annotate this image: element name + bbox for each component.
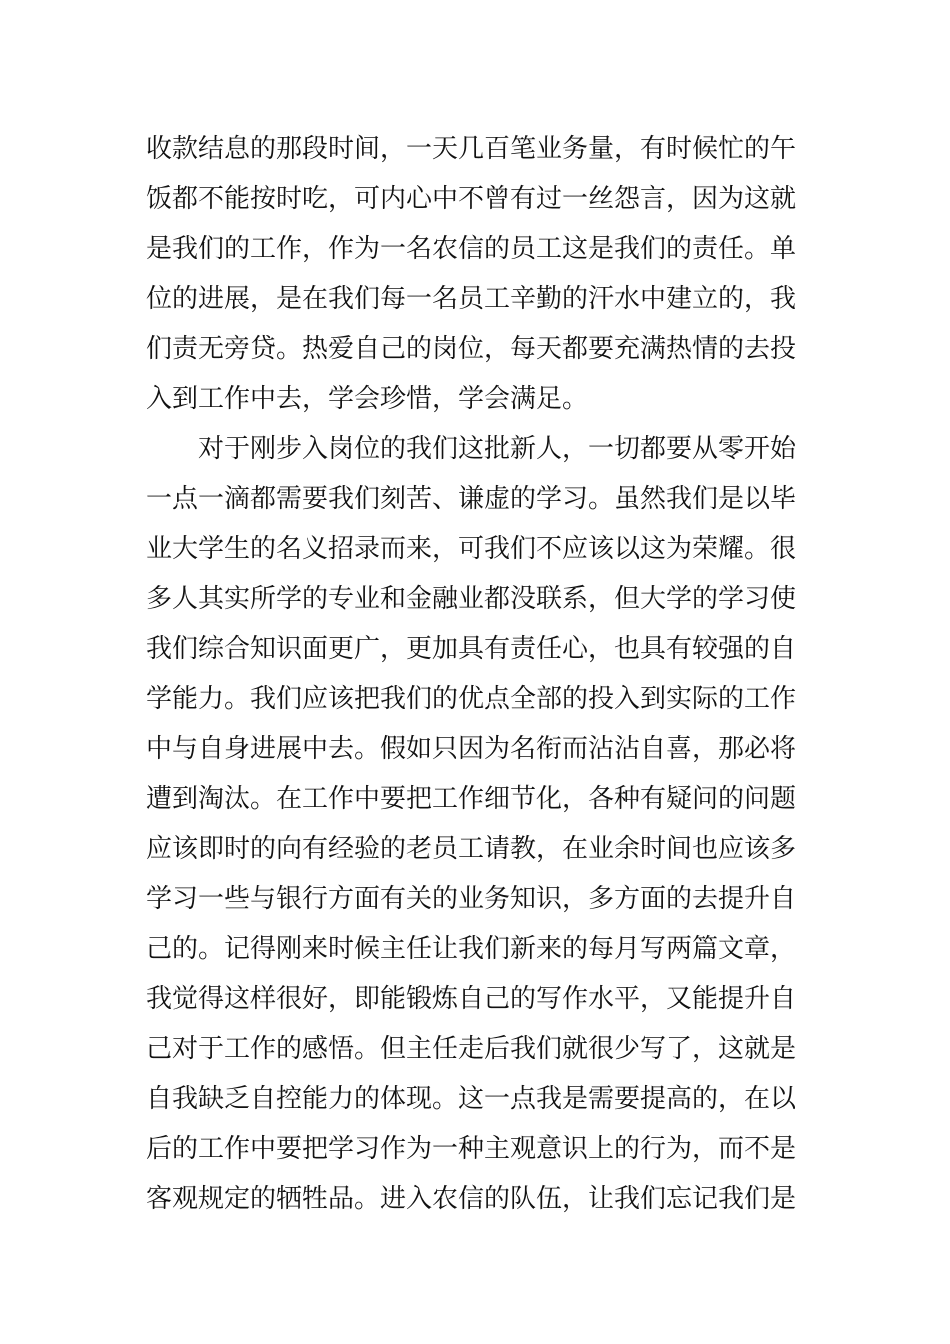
text-line: 后的工作中要把学习作为一种主观意识上的行为，而不是 <box>146 1134 797 1164</box>
text-line: 饭都不能按时吃，可内心中不曾有过一丝怨言，因为这就 <box>146 184 797 214</box>
text-line: 一点一滴都需要我们刻苦、谦虚的学习。虽然我们是以毕 <box>146 484 797 514</box>
text-line: 收款结息的那段时间，一天几百笔业务量，有时候忙的午 <box>146 134 797 164</box>
text-line: 们责无旁贷。热爱自己的岗位，每天都要充满热情的去投 <box>146 334 797 364</box>
text-line: 己的。记得刚来时候主任让我们新来的每月写两篇文章， <box>146 934 797 964</box>
text-line: 学能力。我们应该把我们的优点全部的投入到实际的工作 <box>146 684 797 714</box>
text-line: 多人其实所学的专业和金融业都没联系，但大学的学习使 <box>146 584 797 614</box>
text-line: 自我缺乏自控能力的体现。这一点我是需要提高的，在以 <box>146 1084 797 1114</box>
text-line: 入到工作中去，学会珍惜，学会满足。 <box>146 384 589 414</box>
text-line: 中与自身进展中去。假如只因为名衔而沾沾自喜，那必将 <box>146 734 797 764</box>
text-line: 位的进展，是在我们每一名员工辛勤的汗水中建立的，我 <box>146 284 797 314</box>
text-line: 我们综合知识面更广，更加具有责任心，也具有较强的自 <box>146 634 797 664</box>
text-line: 己对于工作的感悟。但主任走后我们就很少写了，这就是 <box>146 1034 797 1064</box>
text-line: 客观规定的牺牲品。进入农信的队伍，让我们忘记我们是 <box>146 1184 797 1214</box>
text-line: 业大学生的名义招录而来，可我们不应该以这为荣耀。很 <box>146 534 797 564</box>
paragraph-2 <box>146 424 816 1224</box>
paragraph-1 <box>146 124 816 424</box>
text-line: 我觉得这样很好，即能锻炼自己的写作水平，又能提升自 <box>146 984 797 1014</box>
document-body <box>146 124 816 1224</box>
text-line: 应该即时的向有经验的老员工请教，在业余时间也应该多 <box>146 834 797 864</box>
text-line: 是我们的工作，作为一名农信的员工这是我们的责任。单 <box>146 234 797 264</box>
text-line: 学习一些与银行方面有关的业务知识，多方面的去提升自 <box>146 884 797 914</box>
text-line: 对于刚步入岗位的我们这批新人，一切都要从零开始 <box>198 434 797 464</box>
text-line: 遭到淘汰。在工作中要把工作细节化，各种有疑问的问题 <box>146 784 797 814</box>
